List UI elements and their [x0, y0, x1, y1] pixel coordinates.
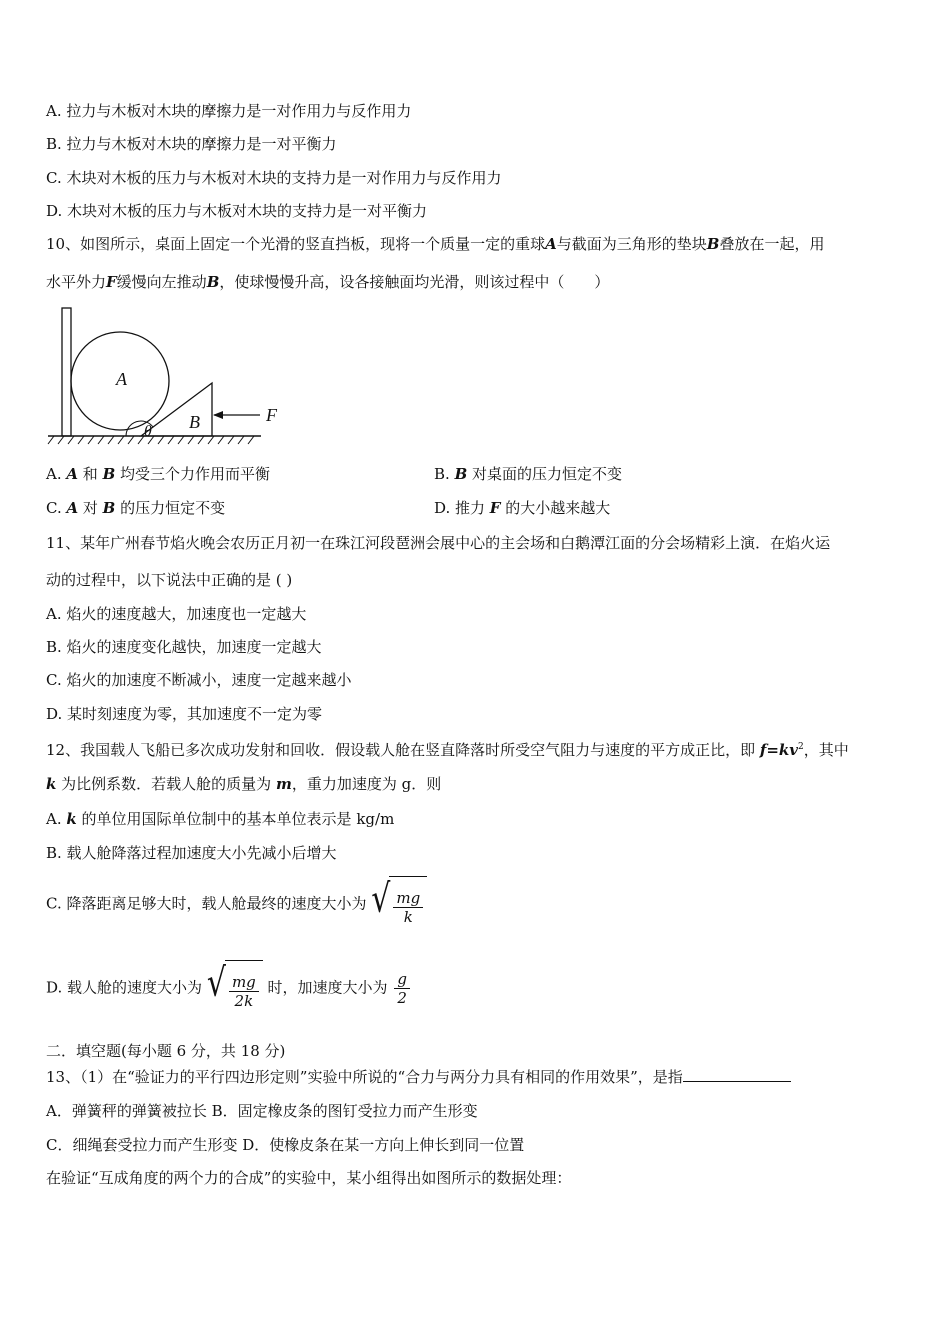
q11-option-a: A. 焰火的速度越大，加速度也一定越大 — [46, 605, 307, 623]
q10-stem-line1: 10、如图所示，桌面上固定一个光滑的竖直挡板，现将一个质量一定的重球A与截面为三角形的垫块B叠放在一起，用 — [46, 235, 825, 253]
q11-option-b: B. 焰火的速度变化越快，加速度一定越大 — [46, 638, 322, 656]
label-a: A — [116, 369, 127, 389]
q12-stem-line1: 12、我国载人飞船已多次成功发射和回收．假设载人舱在竖直降落时所受空气阻力与速度的平方成正比，即 $f=kv^2$，其中 — [46, 741, 849, 759]
q11-stem-line1: 11、某年广州春节焰火晚会农历正月初一在珠江河段琶洲会展中心的主会场和白鹅潭江面的分会场精彩上演．在焰火运 — [46, 534, 831, 552]
label-b: B — [189, 412, 200, 432]
q10-option-c: C. A 对 B 的压力恒定不变 — [46, 499, 226, 517]
q13-stem: 13、（1）在“验证力的平行四边形定则”实验中所说的“合力与两分力具有相同的作用效果”，是指 — [46, 1066, 791, 1088]
q10-option-d: D. 推力 F 的大小越来越大 — [434, 499, 611, 517]
force-f-arrowhead — [213, 411, 223, 419]
q13-options-cd: C．细绳套受拉力而产生形变 D．使橡皮条在某一方向上伸长到同一位置 — [46, 1136, 525, 1154]
q9-option-d: D. 木块对木板的压力与木板对木块的支持力是一对平衡力 — [46, 202, 428, 220]
q10-figure — [46, 305, 286, 450]
q13-options-ab: A．弹簧秤的弹簧被拉长 B．固定橡皮条的图钉受拉力而产生形变 — [46, 1102, 478, 1120]
q9-option-c: C. 木块对木板的压力与木板对木块的支持力是一对作用力与反作用力 — [46, 169, 502, 187]
sqrt-mg-over-k: √ $\frac{mg}{k}$ — [371, 876, 427, 933]
q9-option-b: B. 拉力与木板对木块的摩擦力是一对平衡力 — [46, 135, 337, 153]
q11-option-d: D. 某时刻速度为零，其加速度不一定为零 — [46, 705, 323, 723]
q11-stem-line2: 动的过程中，以下说法中正确的是 ( ) — [46, 571, 293, 589]
q12-option-b: B. 载人舱降落过程加速度大小先减小后增大 — [46, 844, 337, 862]
fraction-g-over-2: $\frac{g}{2}$ — [394, 970, 410, 1007]
q10-option-a: A. A 和 B 均受三个力作用而平衡 — [46, 465, 271, 483]
q10-option-b: B. B 对桌面的压力恒定不变 — [434, 465, 623, 483]
q10-stem-line2: 水平外力F缓慢向左推动B，使球慢慢升高，设各接触面均光滑，则该过程中（ ） — [46, 273, 610, 291]
q13-followup: 在验证“互成角度的两个力的合成”的实验中，某小组得出如图所示的数据处理： — [46, 1169, 572, 1187]
q12-option-a: A. k 的单位用国际单位制中的基本单位表示是 kg/m — [46, 810, 395, 828]
q9-option-a: A. 拉力与木板对木块的摩擦力是一对作用力与反作用力 — [46, 102, 412, 120]
q12-option-d: D. 载人舱的速度大小为 √ $\frac{mg}{2k}$ 时，加速度大小为 $\frac{g}{2}$ — [46, 960, 412, 1017]
q11-option-c: C. 焰火的加速度不断减小，速度一定越来越小 — [46, 671, 352, 689]
label-f: F — [266, 405, 277, 425]
vertical-baffle — [62, 308, 71, 436]
sqrt-mg-over-2k: √ $\frac{mg}{2k}$ — [207, 960, 263, 1017]
label-theta: θ — [144, 423, 152, 440]
answer-blank[interactable] — [683, 1067, 791, 1082]
q12-stem-line2: k 为比例系数．若载人舱的质量为 m，重力加速度为 g．则 — [46, 775, 442, 793]
q12-option-c: C. 降落距离足够大时，载人舱最终的速度大小为 √ $\frac{mg}{k}$ — [46, 876, 427, 933]
section-heading: 二．填空题(每小题 6 分，共 18 分) — [46, 1042, 286, 1060]
